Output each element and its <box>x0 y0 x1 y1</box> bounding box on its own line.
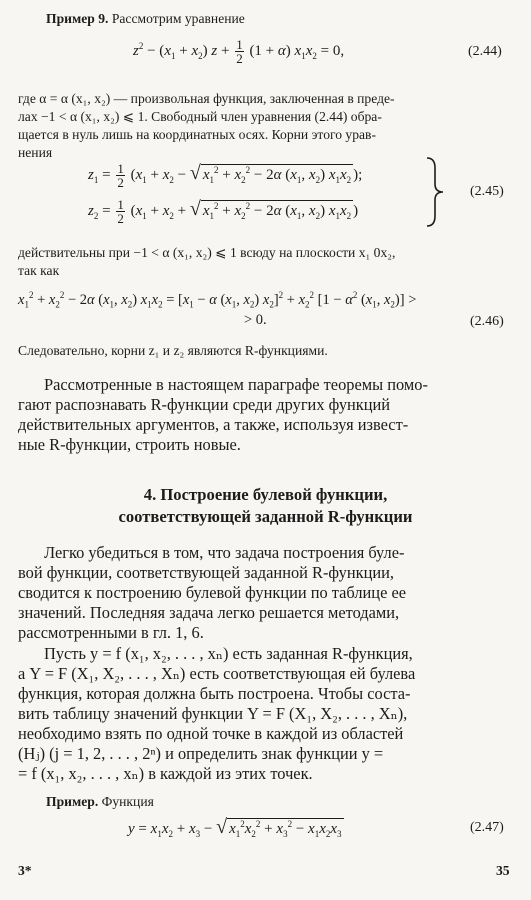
equation-2-46-line1: $x_1^2 + x_2^2 - 2\alpha$ ($x_1$, $x_2$) $x_1x_2 = [x_1 - \alpha$ ($x_1$, $x_2$) $x_2]^2 + x_2^2$ [$1 - \alpha^2$ ($x_1$, $x_2$)] > <box>18 290 417 310</box>
para5-line4: вить таблицу значений функции Y = F (X₁, X₂, . . . , Xₙ), <box>18 704 408 723</box>
example-intro <box>46 793 154 811</box>
para4-line5: рассмотренными в гл. 1, 6. <box>18 623 204 642</box>
para1-line3: щается в нуль лишь на координатных осях. Корни этого урав- <box>18 127 376 142</box>
section-heading-line2: соответствующей заданной R-функции <box>118 507 413 526</box>
para1-line2: лах −1 < α (x₁, x₂) ⩽ 1. Свободный член уравнения (2.44) обра- <box>18 109 382 124</box>
equation-2-46-line2: > 0. <box>244 312 267 328</box>
page-number: 35 <box>496 863 510 878</box>
para1-line4: нения <box>18 145 53 160</box>
equation-number-2-46: (2.46) <box>470 314 504 329</box>
para3-line3: действительных аргументов, а также, используя извест- <box>18 415 409 434</box>
para3-line2: гают распознавать R-функции среди других функций <box>18 395 391 414</box>
para1-line1: где α = α (x₁, x₂) — произвольная функция, заключенная в преде- <box>18 91 395 106</box>
para2-line1: действительны при −1 < α (x₁, x₂) ⩽ 1 всюду на плоскости x₁ 0x₂, <box>18 245 396 260</box>
equation-number-2-47: (2.47) <box>470 820 504 835</box>
para5-line5: необходимо взять по одной точке в каждой из областей <box>18 724 404 743</box>
para5-line7: = f (x₁, x₂, . . . , xₙ) в каждой из этих точек. <box>18 764 313 783</box>
right-brace-icon <box>424 156 446 228</box>
equation-2-45-line2: $z_2$ = $\frac{1}{2}$ ($x_1 + x_2$ + √ $x_1^2 + x_2^2 - 2\alpha$ ($x_1$, $x_2$) $x_1x_2$ ) <box>88 197 359 227</box>
example9-intro <box>46 10 245 28</box>
para5-line2: а Y = F (X₁, X₂, . . . , Xₙ) есть соответствующая ей булева <box>18 664 416 683</box>
conclusion-line: Следовательно, корни z₁ и z₂ являются R-функциями. <box>18 343 328 358</box>
section-heading-line1: 4. Построение булевой функции, <box>143 485 388 504</box>
para4-line2: вой функции, соответствующей заданной R-функции, <box>18 563 394 582</box>
para4-line3: сводится к построению булевой функции по таблице ее <box>18 583 407 602</box>
para3-line1: Рассмотренные в настоящем параграфе теоремы помо- <box>44 375 428 394</box>
example9-label: Пример 9. <box>46 11 109 26</box>
para5-line3: функция, которая должна быть построена. Чтобы соста- <box>18 684 411 703</box>
signature-mark: 3* <box>18 863 32 878</box>
para3-line4: ные R-функции, строить новые. <box>18 435 241 454</box>
para5-line6: (Hⱼ) (j = 1, 2, . . . , 2ⁿ) и определить знак функции y = <box>18 744 384 763</box>
equation-2-47: $y = x_1x_2 + x_3$ − √ $x_1^2x_2^2 + x_3^2 - x_1x_2x_3$ <box>128 816 342 839</box>
example9-text: Рассмотрим уравнение <box>111 11 245 26</box>
equation-2-45-line1: $z_1$ = $\frac{1}{2}$ ($x_1 + x_2$ − √ $x_1^2 + x_2^2 - 2\alpha$ ($x_1$, $x_2$) $x_1x_2$ ); <box>88 161 363 191</box>
equation-number-2-45: (2.45) <box>470 184 504 199</box>
equation-number-2-44: (2.44) <box>468 44 502 59</box>
para4-line1: Легко убедиться в том, что задача построения буле- <box>44 543 405 562</box>
equation-2-44: $z^2 - (x_1 + x_2) z$ + $\frac{1}{2}$ (1 + α) $x_1x_2 = 0$, <box>133 37 345 66</box>
example-label: Пример. <box>46 794 99 809</box>
para2-line2: так как <box>18 263 60 278</box>
para4-line4: значений. Последняя задача легко решается методами, <box>18 603 400 622</box>
para5-line1: Пусть y = f (x₁, x₂, . . . , xₙ) есть заданная R-функция, <box>44 644 413 663</box>
example-text: Функция <box>101 794 154 809</box>
